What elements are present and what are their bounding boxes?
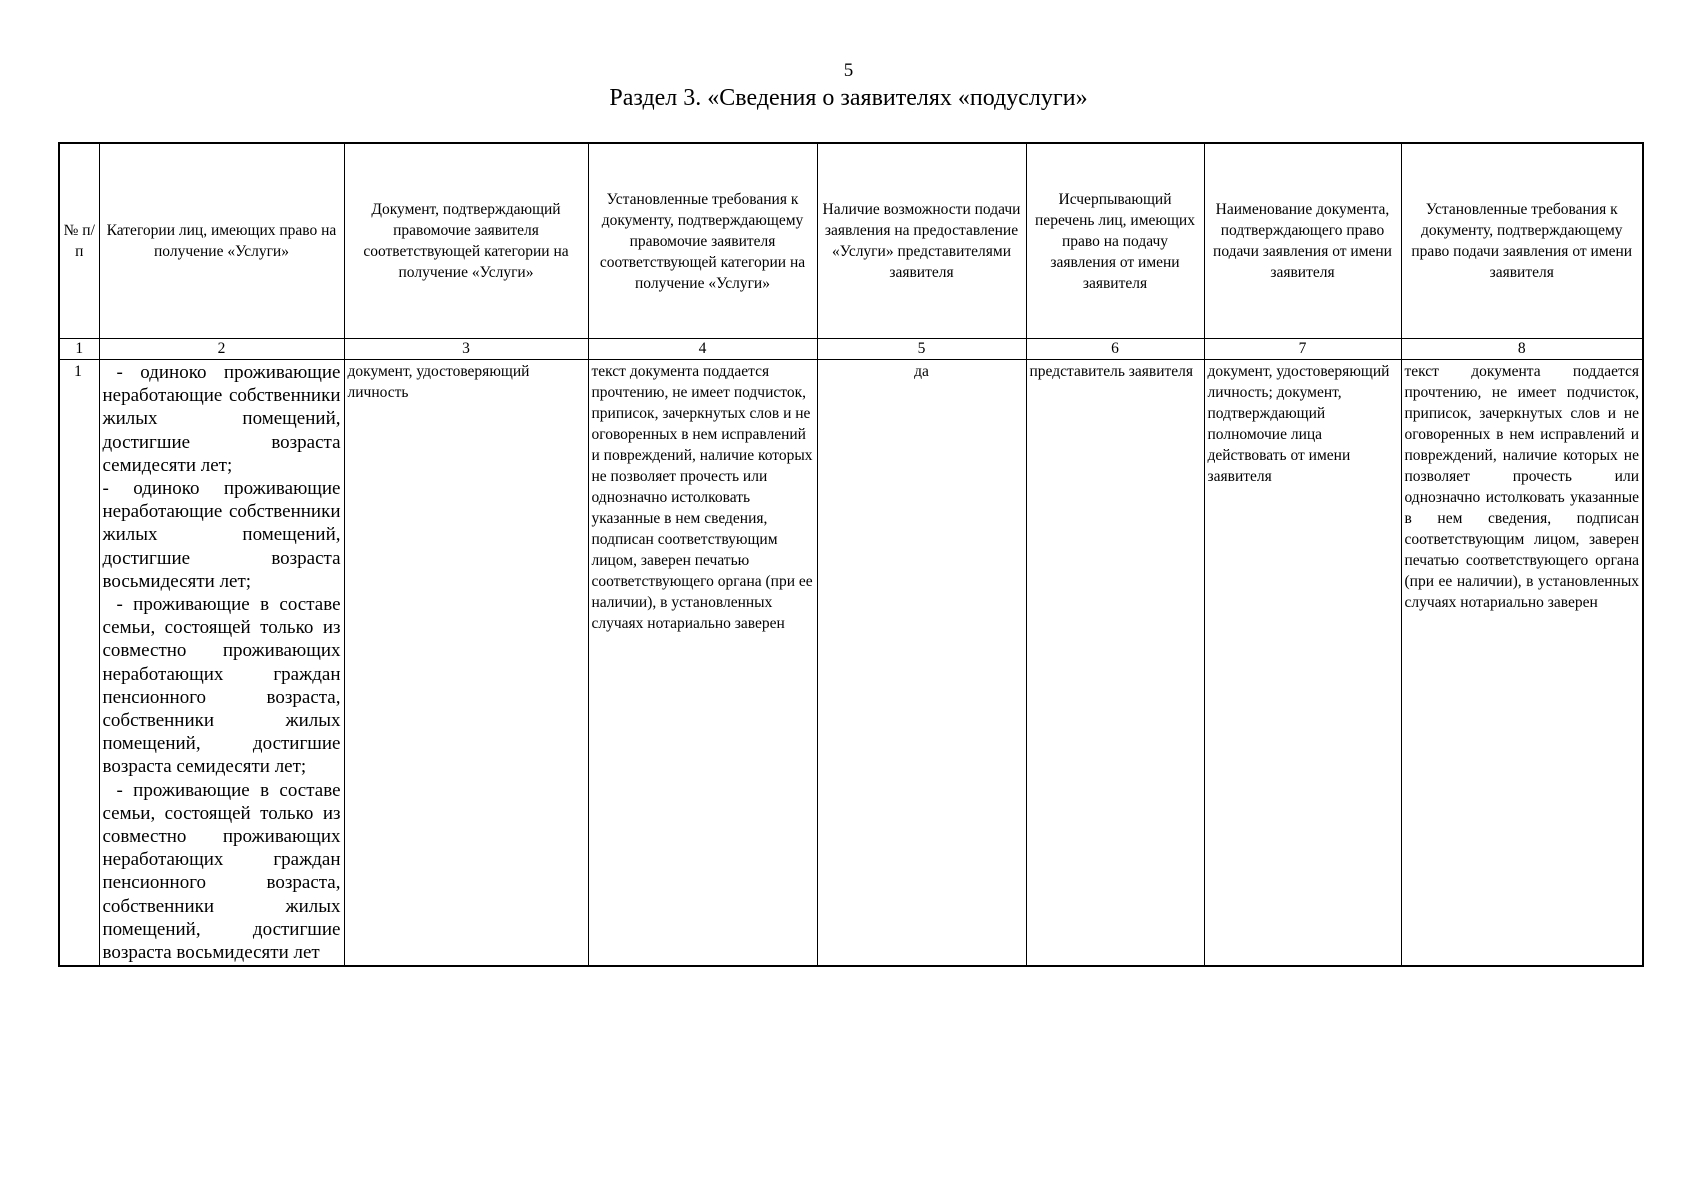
representative-requirements-cell: текст документа поддается прочтению, не имеет подчисток, приписок, зачеркнутых слов и не оговоренных в нем исправлений и повреждений, наличие которых не позволяет прочесть или однозначно истолковать указанные в нем сведения, подписан соответствующим лицом, заверен печатью соответствующего органа (при ее наличии), в установленных случаях нотариально заверен (1401, 360, 1643, 967)
column-number: 8 (1401, 339, 1643, 360)
column-header-representatives: Исчерпывающий перечень лиц, имеющих право на подачу заявления от имени заявителя (1026, 143, 1204, 339)
category-item: - одиноко проживающие неработающие собственники жилых помещений, достигшие возраста семидесяти лет; (102, 362, 341, 476)
page-number: 5 (843, 60, 854, 81)
document-cell: документ, удостоверяющий личность (344, 360, 588, 967)
column-header-representative-document: Наименование документа, подтверждающего право подачи заявления от имени заявителя (1204, 143, 1401, 339)
column-header-document-requirements: Установленные требования к документу, подтверждающему правомочие заявителя соответствующей категории на получение «Услуги» (588, 143, 817, 339)
column-number: 2 (99, 339, 344, 360)
applicants-table (58, 142, 1644, 967)
table-row (59, 360, 1643, 967)
column-number: 4 (588, 339, 817, 360)
column-number: 7 (1204, 339, 1401, 360)
column-header-document: Документ, подтверждающий правомочие заявителя соответствующей категории на получение «Услуги» (344, 143, 588, 339)
page-title: Раздел 3. «Сведения о заявителях «подуслуги» (609, 85, 1088, 111)
category-item: - проживающие в составе семьи, состоящей только из совместно проживающих неработающих граждан пенсионного возраста, собственники жилых помещений, достигшие возраста семидесяти лет; (102, 594, 341, 778)
column-number: 1 (59, 339, 99, 360)
representatives-cell: представитель заявителя (1026, 360, 1204, 967)
representative-possible-cell: да (817, 360, 1026, 967)
column-header-categories: Категории лиц, имеющих право на получение «Услуги» (99, 143, 344, 339)
column-number: 6 (1026, 339, 1204, 360)
header-row (59, 143, 1643, 339)
column-number: 3 (344, 339, 588, 360)
category-item: - проживающие в составе семьи, состоящей только из совместно проживающих неработающих граждан пенсионного возраста, собственники жилых помещений, достигшие возраста восьмидесяти лет (102, 779, 341, 964)
representative-document-cell: документ, удостоверяющий личность; документ, подтверждающий полномочие лица действовать от имени заявителя (1204, 360, 1401, 967)
column-number-row (59, 339, 1643, 360)
column-header-representative-possible: Наличие возможности подачи заявления на предоставление «Услуги» представителями заявителя (817, 143, 1026, 339)
column-number: 5 (817, 339, 1026, 360)
column-header-index: № п/п (59, 143, 99, 339)
row-index: 1 (59, 360, 99, 967)
categories-cell (99, 360, 344, 967)
column-header-representative-requirements: Установленные требования к документу, подтверждающему право подачи заявления от имени заявителя (1401, 143, 1643, 339)
category-item: - одиноко проживающие неработающие собственники жилых помещений, достигшие возраста восьмидесяти лет; (102, 478, 341, 592)
document-requirements-cell: текст документа поддается прочтению, не имеет подчисток, приписок, зачеркнутых слов и не оговоренных в нем исправлений и повреждений, наличие которых не позволяет прочесть или однозначно истолковать указанные в нем сведения, подписан соответствующим лицом, заверен печатью соответствующего органа (при ее наличии), в установленных случаях нотариально заверен (588, 360, 817, 967)
